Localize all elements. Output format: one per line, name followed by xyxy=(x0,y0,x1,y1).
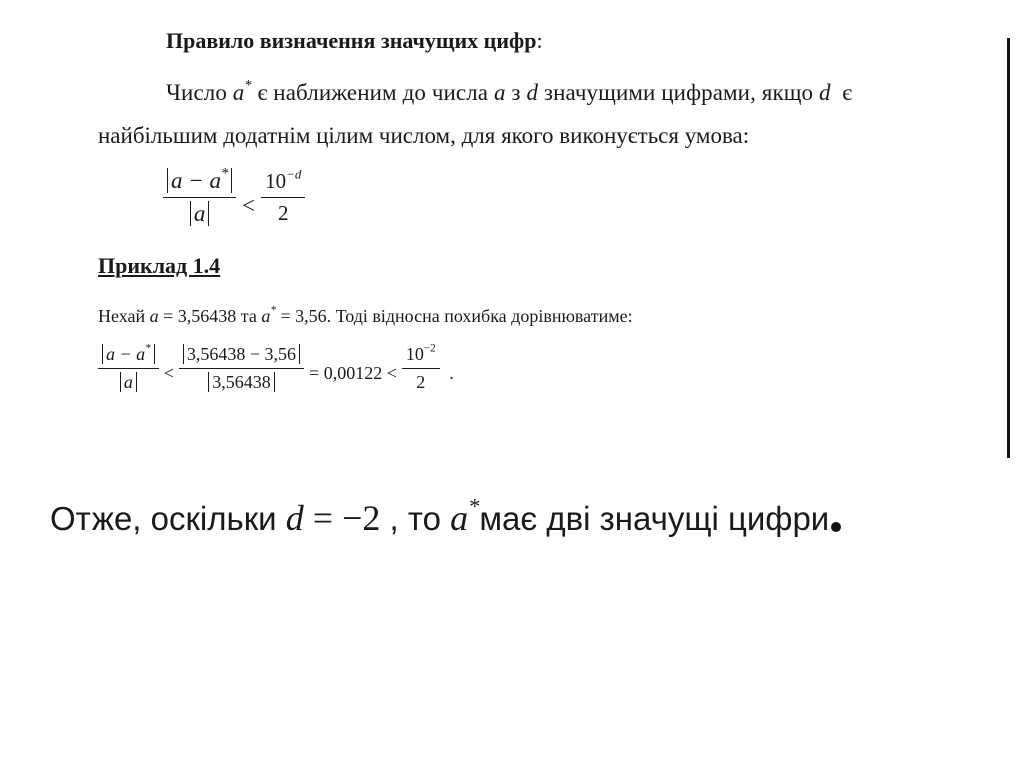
rule-title xyxy=(166,28,543,54)
rule-text-z: з xyxy=(505,80,527,105)
rule-line-2: найбільшим додатнім цілим числом, для якого виконується умова: xyxy=(98,123,750,148)
example-title: Приклад 1.4 xyxy=(98,253,221,278)
page-edge-rule xyxy=(1007,38,1010,458)
conclusion-text-2: , то xyxy=(380,500,451,537)
rule-text-significant: значущими цифрами, якщо xyxy=(538,80,819,105)
example-result: = 0,00122 < xyxy=(309,363,397,383)
var-d-2: d xyxy=(818,80,831,105)
var-d: d xyxy=(526,80,539,105)
less-than-sign: < xyxy=(242,192,256,218)
example-numeric-fraction: $\frac{3,56438 - 3,56}{3,56438}$ xyxy=(179,344,304,393)
formula-period: . xyxy=(444,363,454,383)
rule-text-chislo: Число xyxy=(166,80,233,105)
rule-text-ye: є xyxy=(830,80,853,105)
bullet-dot xyxy=(831,522,841,532)
relative-error-fraction: $\frac{a - a^*}{a}$ xyxy=(163,168,236,227)
conclusion-text-1: Отже, оскільки xyxy=(50,500,286,537)
conclusion-d-expr: d = −2 xyxy=(285,498,381,538)
rule-formula xyxy=(163,165,305,227)
bound-fraction: $\frac{10^{-d}}{2}$ xyxy=(261,169,305,226)
conclusion-line xyxy=(50,493,841,539)
less-than-sign-2: < xyxy=(163,363,174,383)
rule-line-1 xyxy=(166,77,853,106)
example-given: Нехай a = 3,56438 та a* = 3,56. Тоді відносна похибка дорівнюватиме: xyxy=(98,304,633,326)
example-formula xyxy=(98,344,459,393)
example-bound-fraction: $\frac{10^{-2}}{2}$ xyxy=(402,344,440,393)
conclusion-a-star: a* xyxy=(450,493,480,538)
example-relative-error: $\frac{a - a^*}{a}$ xyxy=(98,344,159,393)
var-a-star: a* xyxy=(232,77,252,105)
conclusion-text-3: має дві значущі цифри xyxy=(479,500,830,537)
var-a: a xyxy=(493,80,506,105)
rule-title-text: Правило визначення значущих цифр xyxy=(166,28,537,53)
rule-text-approx: є наближеним до числа xyxy=(251,80,494,105)
rule-title-colon: : xyxy=(536,28,543,53)
